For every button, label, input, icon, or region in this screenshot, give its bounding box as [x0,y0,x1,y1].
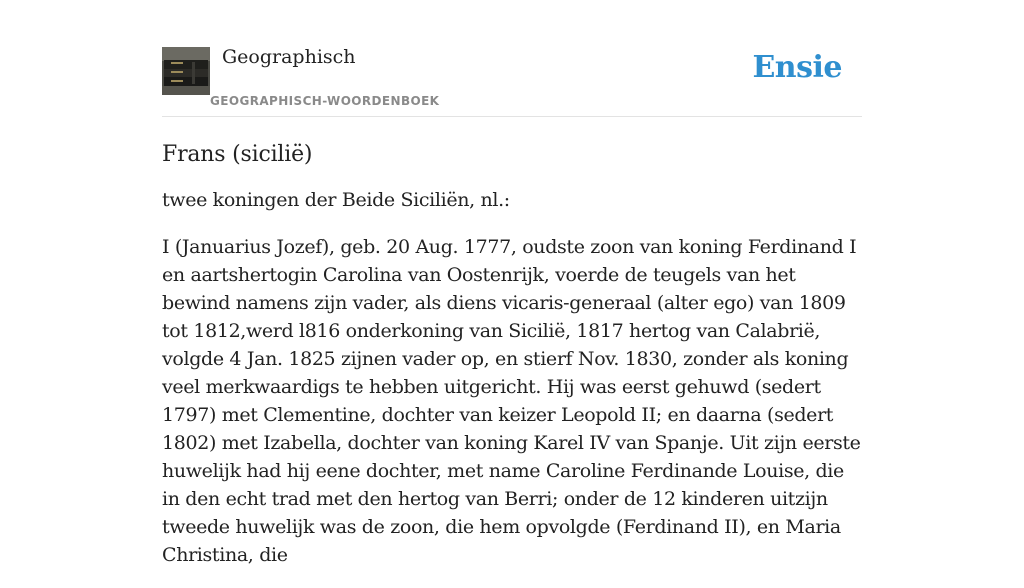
source-subtitle: GEOGRAPHISCH-WOORDENBOEK [210,94,440,108]
page-header [162,0,862,117]
ensie-logo[interactable]: Ensie [752,50,842,85]
book-spines-icon [162,47,210,95]
entry-paragraph: I (Januarius Jozef), geb. 20 Aug. 1777, oudste zoon van koning Ferdinand I en aartshertogin Carolina van Oostenrijk, voerde de teugels van het bewind namens zijn vader, als diens vicaris-generaal (alter ego) van 1809 tot 1812,werd l816 onderkoning van Sicilië, 1817 hertog van Calabrië, volgde 4 Jan. 1825 zijnen vader op, en stierf Nov. 1830, zonder als koning veel merkwaardigs te hebben uitgericht. Hij was eerst gehuwd (sedert 1797) met Clementine, dochter van keizer Leopold II; en daarna (sedert 1802) met Izabella, dochter van koning Karel IV van Spanje. Uit zijn eerste huwelijk had hij eene dochter, met name Caroline Ferdinande Louise, die in den echt trad met den hertog van Berri; onder de 12 kinderen uitzijn tweede huwelijk was de zoon, die hem opvolgde (Ferdinand II), en Maria Christina, die [162,236,861,566]
entry-paragraph: twee koningen der Beide Siciliën, nl.: [162,189,510,211]
source-avatar[interactable] [162,47,210,95]
entry-content [162,138,862,588]
entry-title: Frans (sicilië) [162,142,313,167]
source-title-link[interactable]: Geographisch [222,46,356,68]
